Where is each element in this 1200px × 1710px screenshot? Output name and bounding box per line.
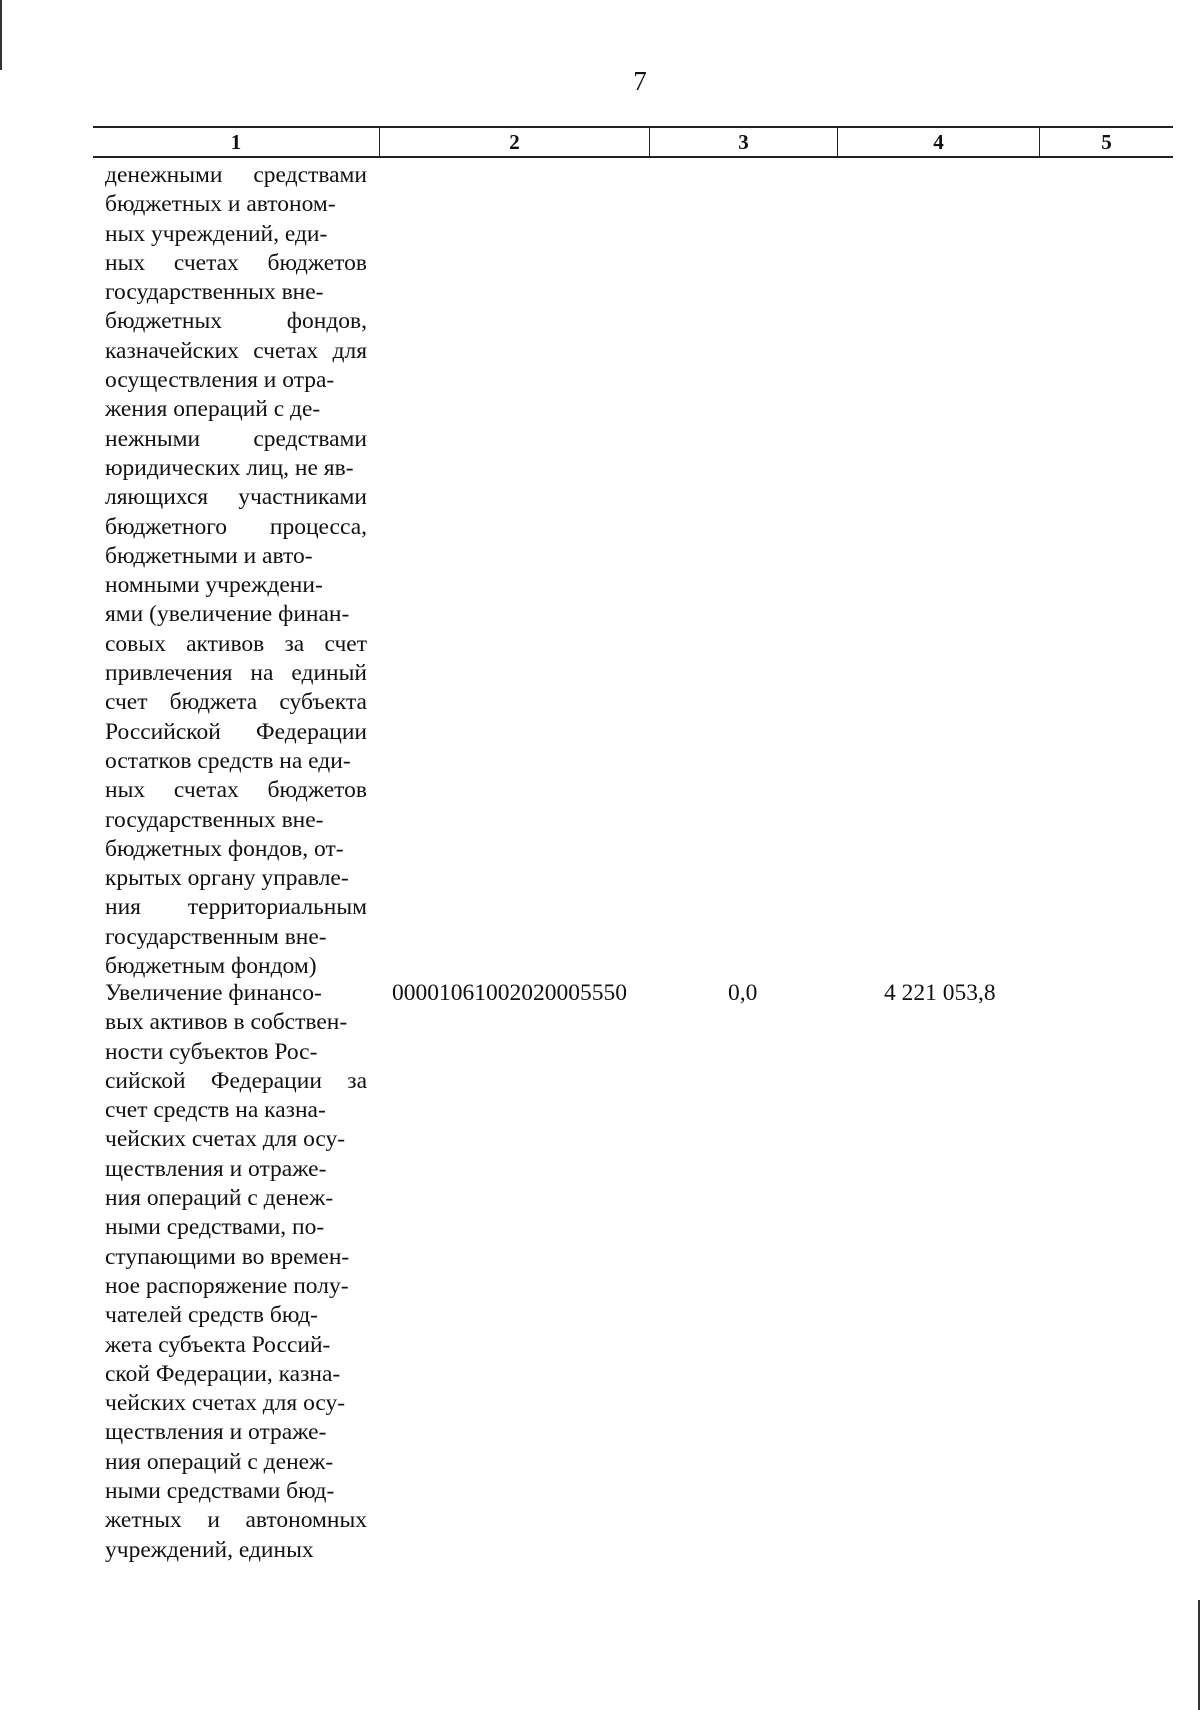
row-value-col3: 0,0 xyxy=(728,980,758,1006)
page-number: 7 xyxy=(633,66,647,96)
row-value-col4: 4 221 053,8 xyxy=(884,980,996,1006)
row-description: денежными средствами бюджетных и автоном- ных учреждений, еди- ных счетах бюджетов государственных вне- бюджетных фондов, казначейских счетах для осуществления и отра- жения операций с де- нежными средствами юридических лиц, не яв- ляющихся участниками бюджетного процесса, бюджетными и авто- номными учреждени- ями (увеличение финан- совых активов за счет привлечения на единый счет бюджета субъекта Российской Федерации остатков средств на еди- ных счетах бюджетов государственных вне- бюджетных фондов, от- крытых органу управле- ния территориальным государственным вне- бюджетным фондом) xyxy=(105,162,367,980)
row-description: Увеличение финансо- вых активов в собствен- ности субъектов Рос- сийской Федерации за счет средств на казна- чейских счетах для осу- ществления и отраже- ния операций с денеж- ными средствами, по- ступающими во времен- ное распоряжение полу- чателей средств бюд- жета субъекта Россий- ской Федерации, казна- чейских счетах для осу- ществления и отраже- ния операций с денеж- ными средствами бюд- жетных и автономных учреждений, единых xyxy=(105,980,367,1563)
column-header-3: 3 xyxy=(649,128,837,156)
scan-edge xyxy=(0,0,2,70)
column-header-2: 2 xyxy=(379,128,649,156)
table-header xyxy=(93,126,1173,158)
column-header-4: 4 xyxy=(837,128,1039,156)
column-header-1: 1 xyxy=(230,130,242,154)
column-header-5: 5 xyxy=(1039,128,1173,156)
row-code: 00001061002020005550 xyxy=(392,980,627,1006)
